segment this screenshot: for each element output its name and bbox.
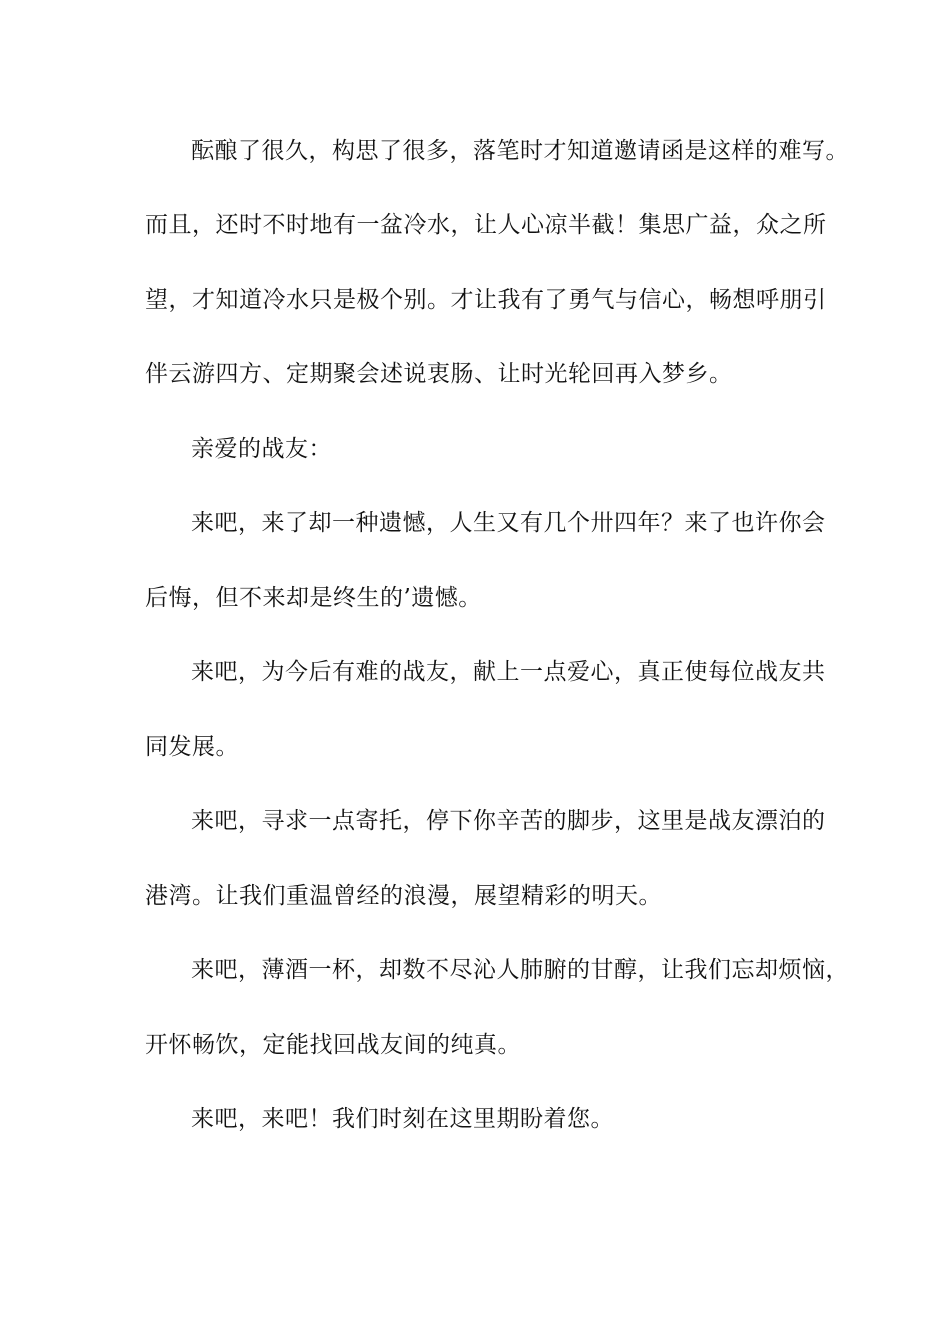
text-line: 来吧，寻求一点寄托，停下你辛苦的脚步，这里是战友漂泊的 <box>191 808 826 834</box>
text-line: 酝酿了很久，构思了很多，落笔时才知道邀请函是这样的难写。 <box>191 138 849 164</box>
text-line: 望，才知道冷水只是极个别。才让我有了勇气与信心，畅想呼朋引 <box>145 287 827 313</box>
text-line: 而且，还时不时地有一盆冷水，让人心凉半截！集思广益，众之所 <box>145 212 827 238</box>
text-line: 来吧，来了却一种遗憾，人生又有几个卅四年？来了也许你会 <box>191 510 826 536</box>
text-line: 来吧，薄酒一杯，却数不尽沁人肺腑的甘醇，让我们忘却烦恼， <box>191 957 849 983</box>
salutation: 亲爱的战友： <box>191 436 332 462</box>
text-line: 后悔，但不来却是终生的’遗憾。 <box>145 585 482 611</box>
text-line: 港湾。让我们重温曾经的浪漫，展望精彩的明天。 <box>145 883 662 909</box>
text-line: 伴云游四方、定期聚会述说衷肠、让时光轮回再入梦乡。 <box>145 361 733 387</box>
text-line: 来吧，为今后有难的战友，献上一点爱心，真正使每位战友共 <box>191 659 826 685</box>
text-line: 来吧，来吧！我们时刻在这里期盼着您。 <box>191 1106 614 1132</box>
text-line: 同发展。 <box>145 734 239 760</box>
text-line: 开怀畅饮，定能找回战友间的纯真。 <box>145 1032 521 1058</box>
